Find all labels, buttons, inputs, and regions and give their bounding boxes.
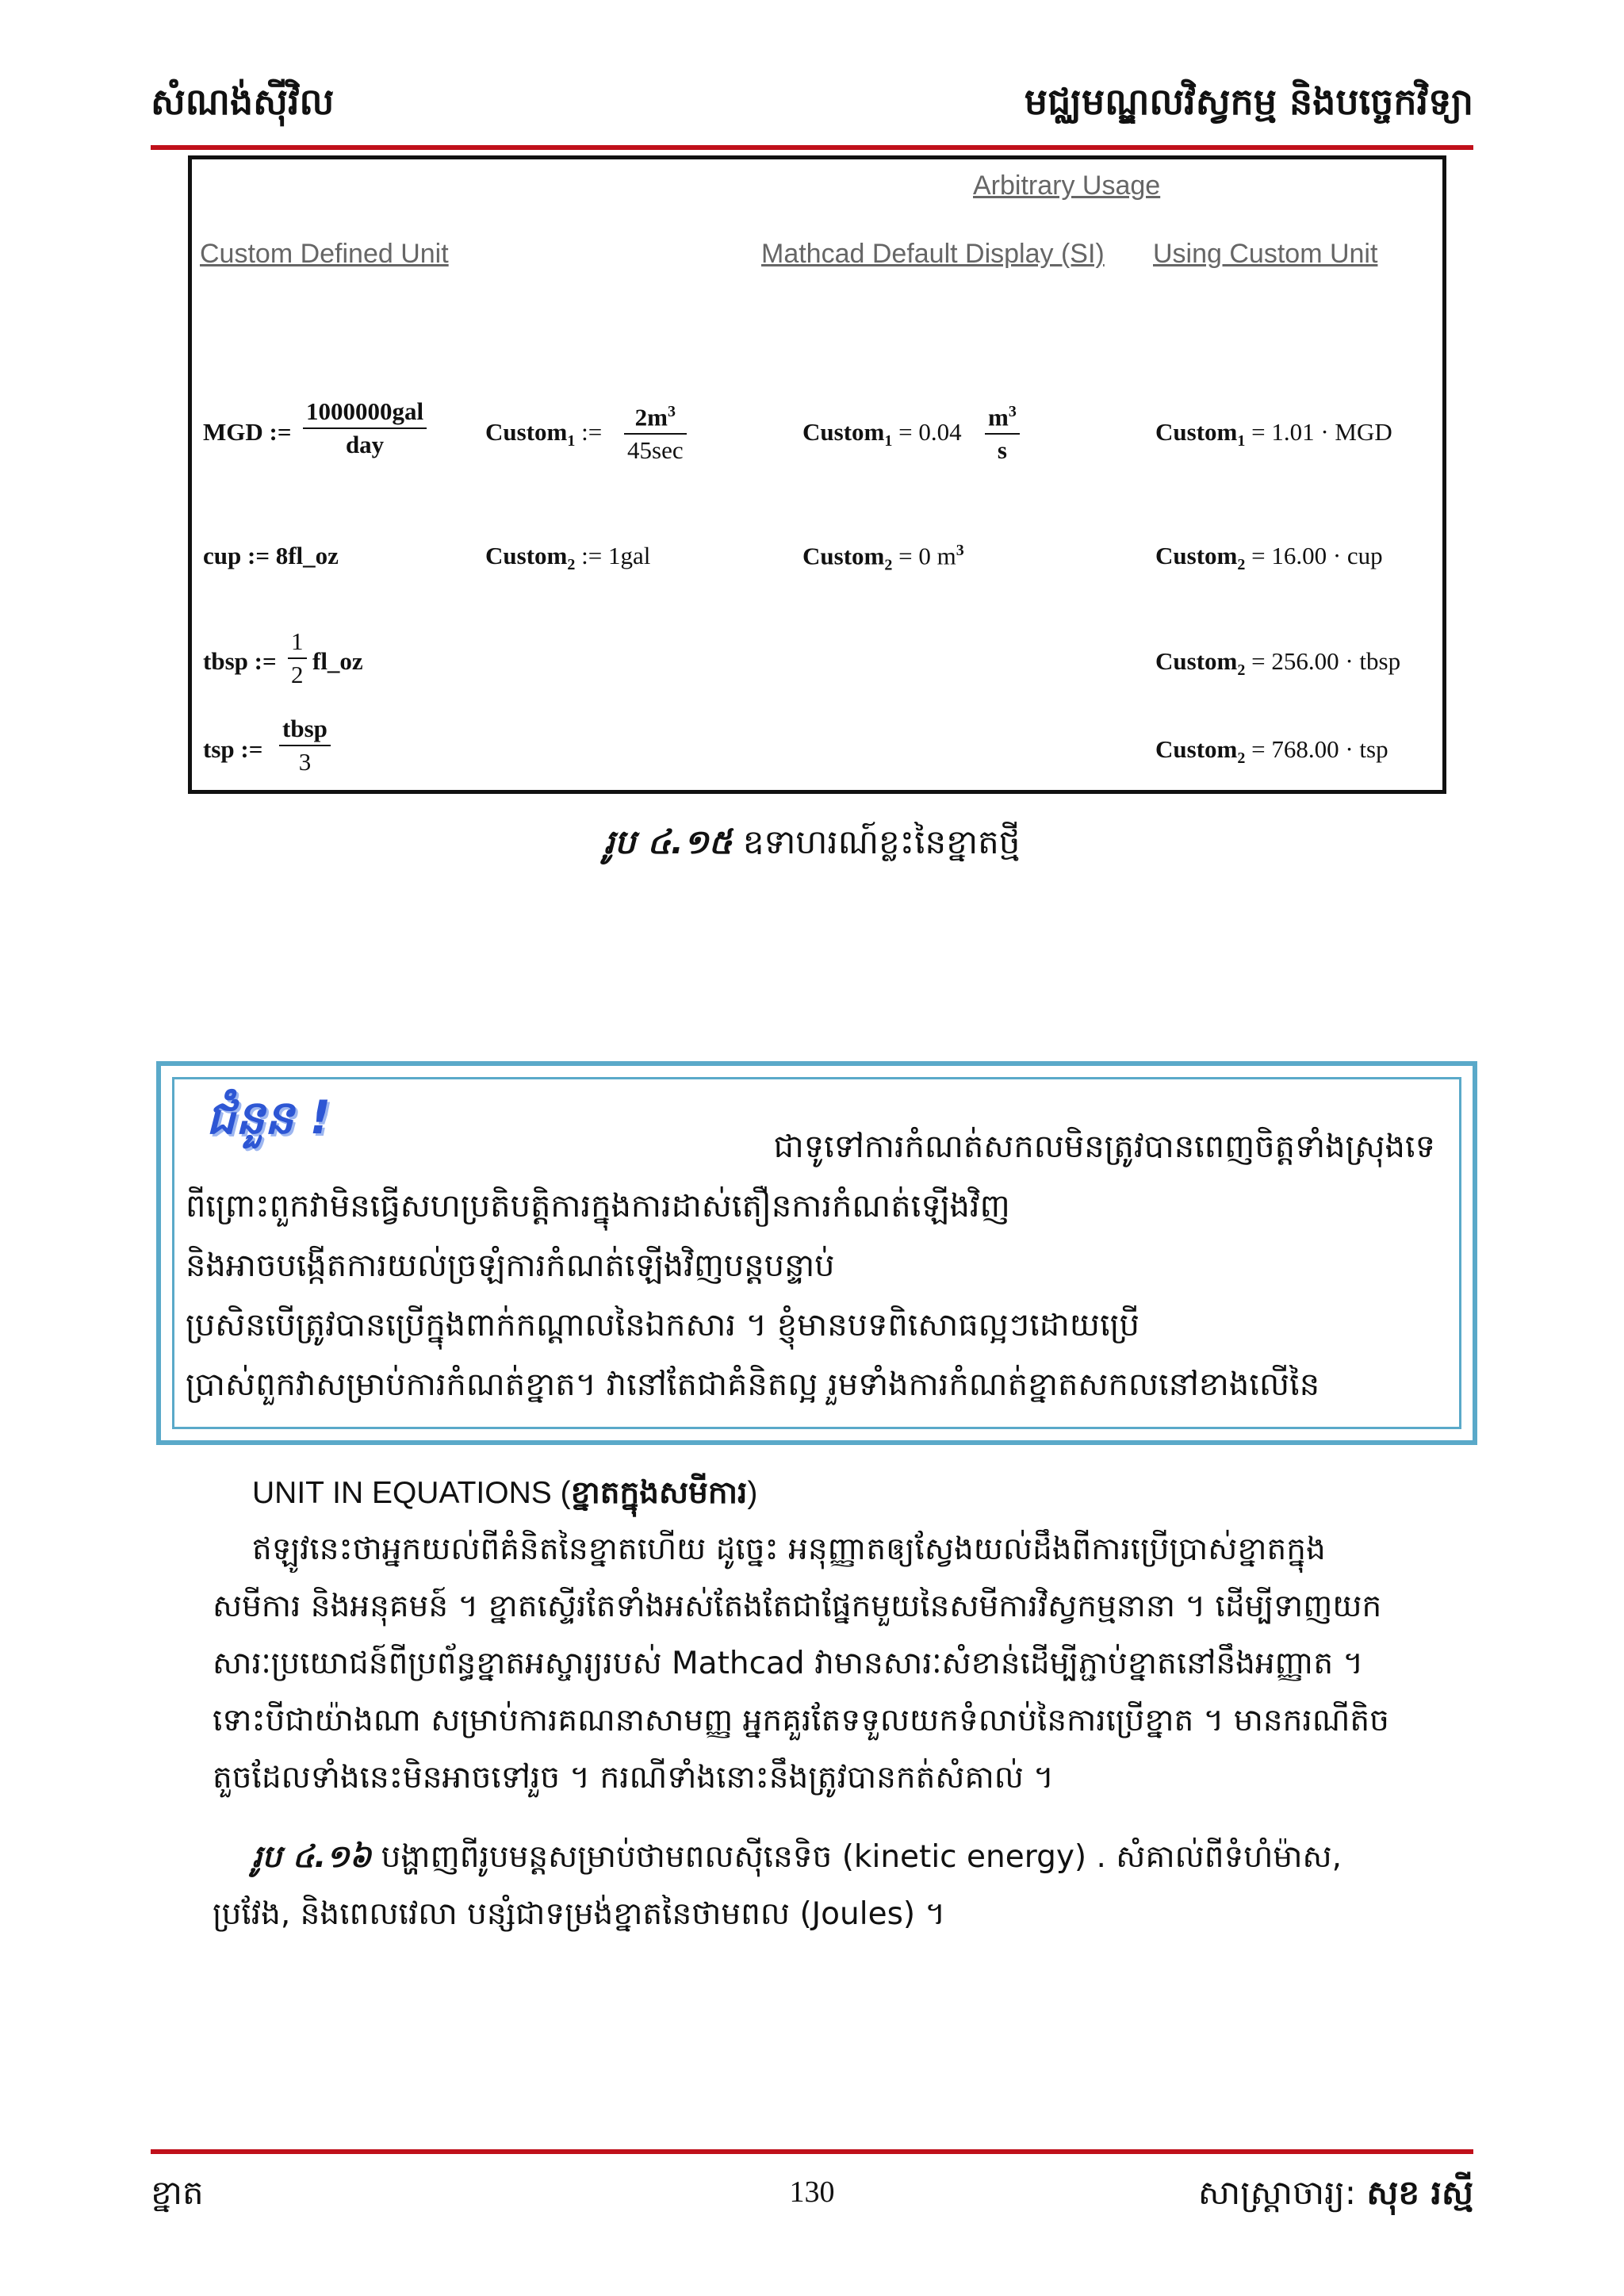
tip-line: ប្រសិនបើត្រូវបានប្រើក្នុងពាក់កណ្ដាលនៃឯកសារ ។ ខ្ញុំមានបទពិសោធល្អៗដោយប្រើ bbox=[186, 1307, 1139, 1343]
custom2-definition: Custom$_2$ := 1gal bbox=[485, 542, 651, 574]
mgd-denominator: day bbox=[345, 431, 385, 458]
mgd-lhs: MGD := bbox=[203, 418, 292, 446]
figure-caption: រូប ៤.១៥ ឧទាហរណ៍ខ្លះនៃខ្នាតថ្មី bbox=[603, 822, 1021, 861]
tbsp-lhs: tbsp := bbox=[203, 647, 277, 675]
body-line: ឥឡូវនេះថាអ្នកយល់ពីគំនិតនៃខ្នាតហើយ ដូច្នេះ អនុញ្ញាតឲ្យស្វែងយល់ដឹងពីការប្រើប្រាស់ខ្នាតក្នុង bbox=[252, 1531, 1326, 1567]
header-left-title: សំណង់ស៊ីវិល bbox=[151, 80, 335, 123]
header-right-title: មជ្ឈមណ្ឌលវិស្វកម្ម និងបច្ចេកវិទ្យា bbox=[1024, 80, 1473, 123]
footer-divider bbox=[151, 2149, 1473, 2154]
mathcad-units-figure bbox=[188, 155, 1446, 794]
arbitrary-usage-label: Arbitrary Usage bbox=[973, 171, 1161, 201]
custom1-mgd-display: Custom$_1$ = 1.01 · MGD bbox=[1155, 418, 1392, 450]
cup-definition: cup := 8fl_oz bbox=[203, 542, 339, 569]
tip-box-inner bbox=[172, 1077, 1461, 1429]
custom2-si-display: Custom$_2$ = 0 $m^3$ bbox=[802, 542, 964, 574]
body-line: រូប ៤.១៦ បង្ហាញពីរូបមន្តសម្រាប់ថាមពលស៊ីនេទិច (kinetic energy) . សំគាល់ពីទំហំម៉ាស, bbox=[252, 1839, 1342, 1875]
body-line: សមីការ និងអនុគមន៍ ។ ខ្នាតស្ទើរតែទាំងអស់តែងតែជាផ្នែកមួយនៃសមីការវិស្វកម្មនានា ។ ដើម្បីទាញយក bbox=[213, 1589, 1382, 1624]
custom1-fraction: $2m^3$ 45sec bbox=[624, 396, 687, 466]
tip-title: ជំនួន ! bbox=[206, 1091, 331, 1144]
tbsp-unit: fl_oz bbox=[312, 647, 363, 675]
header-divider bbox=[151, 145, 1473, 150]
tbsp-fraction: $\frac{1}{2}$ bbox=[288, 626, 307, 691]
tip-line: ពីព្រោះពួកវាមិនធ្វើសហប្រតិបត្តិការក្នុងការដាស់តឿនការកំណត់ឡើងវិញ bbox=[186, 1188, 1010, 1225]
custom2-cup-display: Custom$_2$ = 16.00 · cup bbox=[1155, 542, 1383, 574]
tip-line: និងអាចបង្កើតការយល់ច្រឡំការកំណត់ឡើងវិញបន្តបន្ទាប់ bbox=[186, 1248, 835, 1284]
footer-author: សាស្ត្រាចារ្យ: សុខ រស្មី bbox=[1197, 2173, 1473, 2212]
section-heading: UNIT IN EQUATIONS (ខ្នាតក្នុងសមីការ) bbox=[252, 1475, 758, 1511]
body-line: សារៈប្រយោជន៍ពីប្រព័ន្ធខ្នាតអស្ចារ្យរបស់ Mathcad វាមានសារៈសំខាន់ដើម្បីភ្ជាប់ខ្នាតនៅនឹងអញ្ញាត ។ bbox=[213, 1646, 1364, 1681]
custom1-si-fraction: $\frac{m^3}{s}$ bbox=[985, 396, 1020, 466]
tip-box bbox=[156, 1061, 1477, 1445]
tip-line: ប្រាស់ពួកវាសម្រាប់ការកំណត់ខ្នាត។ វានៅតែជាគំនិតល្អ រួមទាំងការកំណត់ខ្នាតសកលនៅខាងលើនៃ bbox=[186, 1366, 1320, 1403]
footer-left-label: ខ្នាត bbox=[151, 2173, 204, 2212]
using-custom-unit-label: Using Custom Unit bbox=[1153, 239, 1378, 269]
custom1-definition: Custom$_1$ := bbox=[485, 418, 603, 450]
body-line: តួចដែលទាំងនេះមិនអាចទៅរួច ។ ករណីទាំងនោះនឹងត្រូវបានកត់សំគាល់ ។ bbox=[213, 1760, 1054, 1796]
mathcad-default-label: Mathcad Default Display (SI) bbox=[761, 239, 1105, 269]
mgd-fraction bbox=[303, 396, 427, 461]
custom2-tsp-display: Custom$_2$ = 768.00 · tsp bbox=[1155, 735, 1388, 768]
mgd-numerator: 1000000gal bbox=[303, 396, 427, 429]
custom1-si-display: Custom$_1$ = 0.04 bbox=[802, 418, 962, 450]
custom-defined-unit-label: Custom Defined Unit bbox=[200, 239, 449, 269]
body-line: ទោះបីជាយ៉ាងណា សម្រាប់ការគណនាសាមញ្ញ អ្នកគួរតែទទួលយកទំលាប់នៃការប្រើខ្នាត ។ មានករណីតិច bbox=[213, 1703, 1389, 1738]
page-number: 130 bbox=[789, 2175, 835, 2209]
custom2-tbsp-display: Custom$_2$ = 256.00 · tbsp bbox=[1155, 647, 1401, 680]
body-line: ប្រវែង, និងពេលវេលា បន្សំជាទម្រង់ខ្នាតនៃថាមពល (Joules) ។ bbox=[213, 1896, 946, 1932]
tip-line: ជាទូទៅការកំណត់សកលមិនត្រូវបានពេញចិត្តទាំងស្រុងទេ bbox=[773, 1129, 1435, 1165]
tsp-lhs: tsp := bbox=[203, 735, 263, 763]
tsp-fraction: tbsp 3 bbox=[279, 713, 331, 778]
